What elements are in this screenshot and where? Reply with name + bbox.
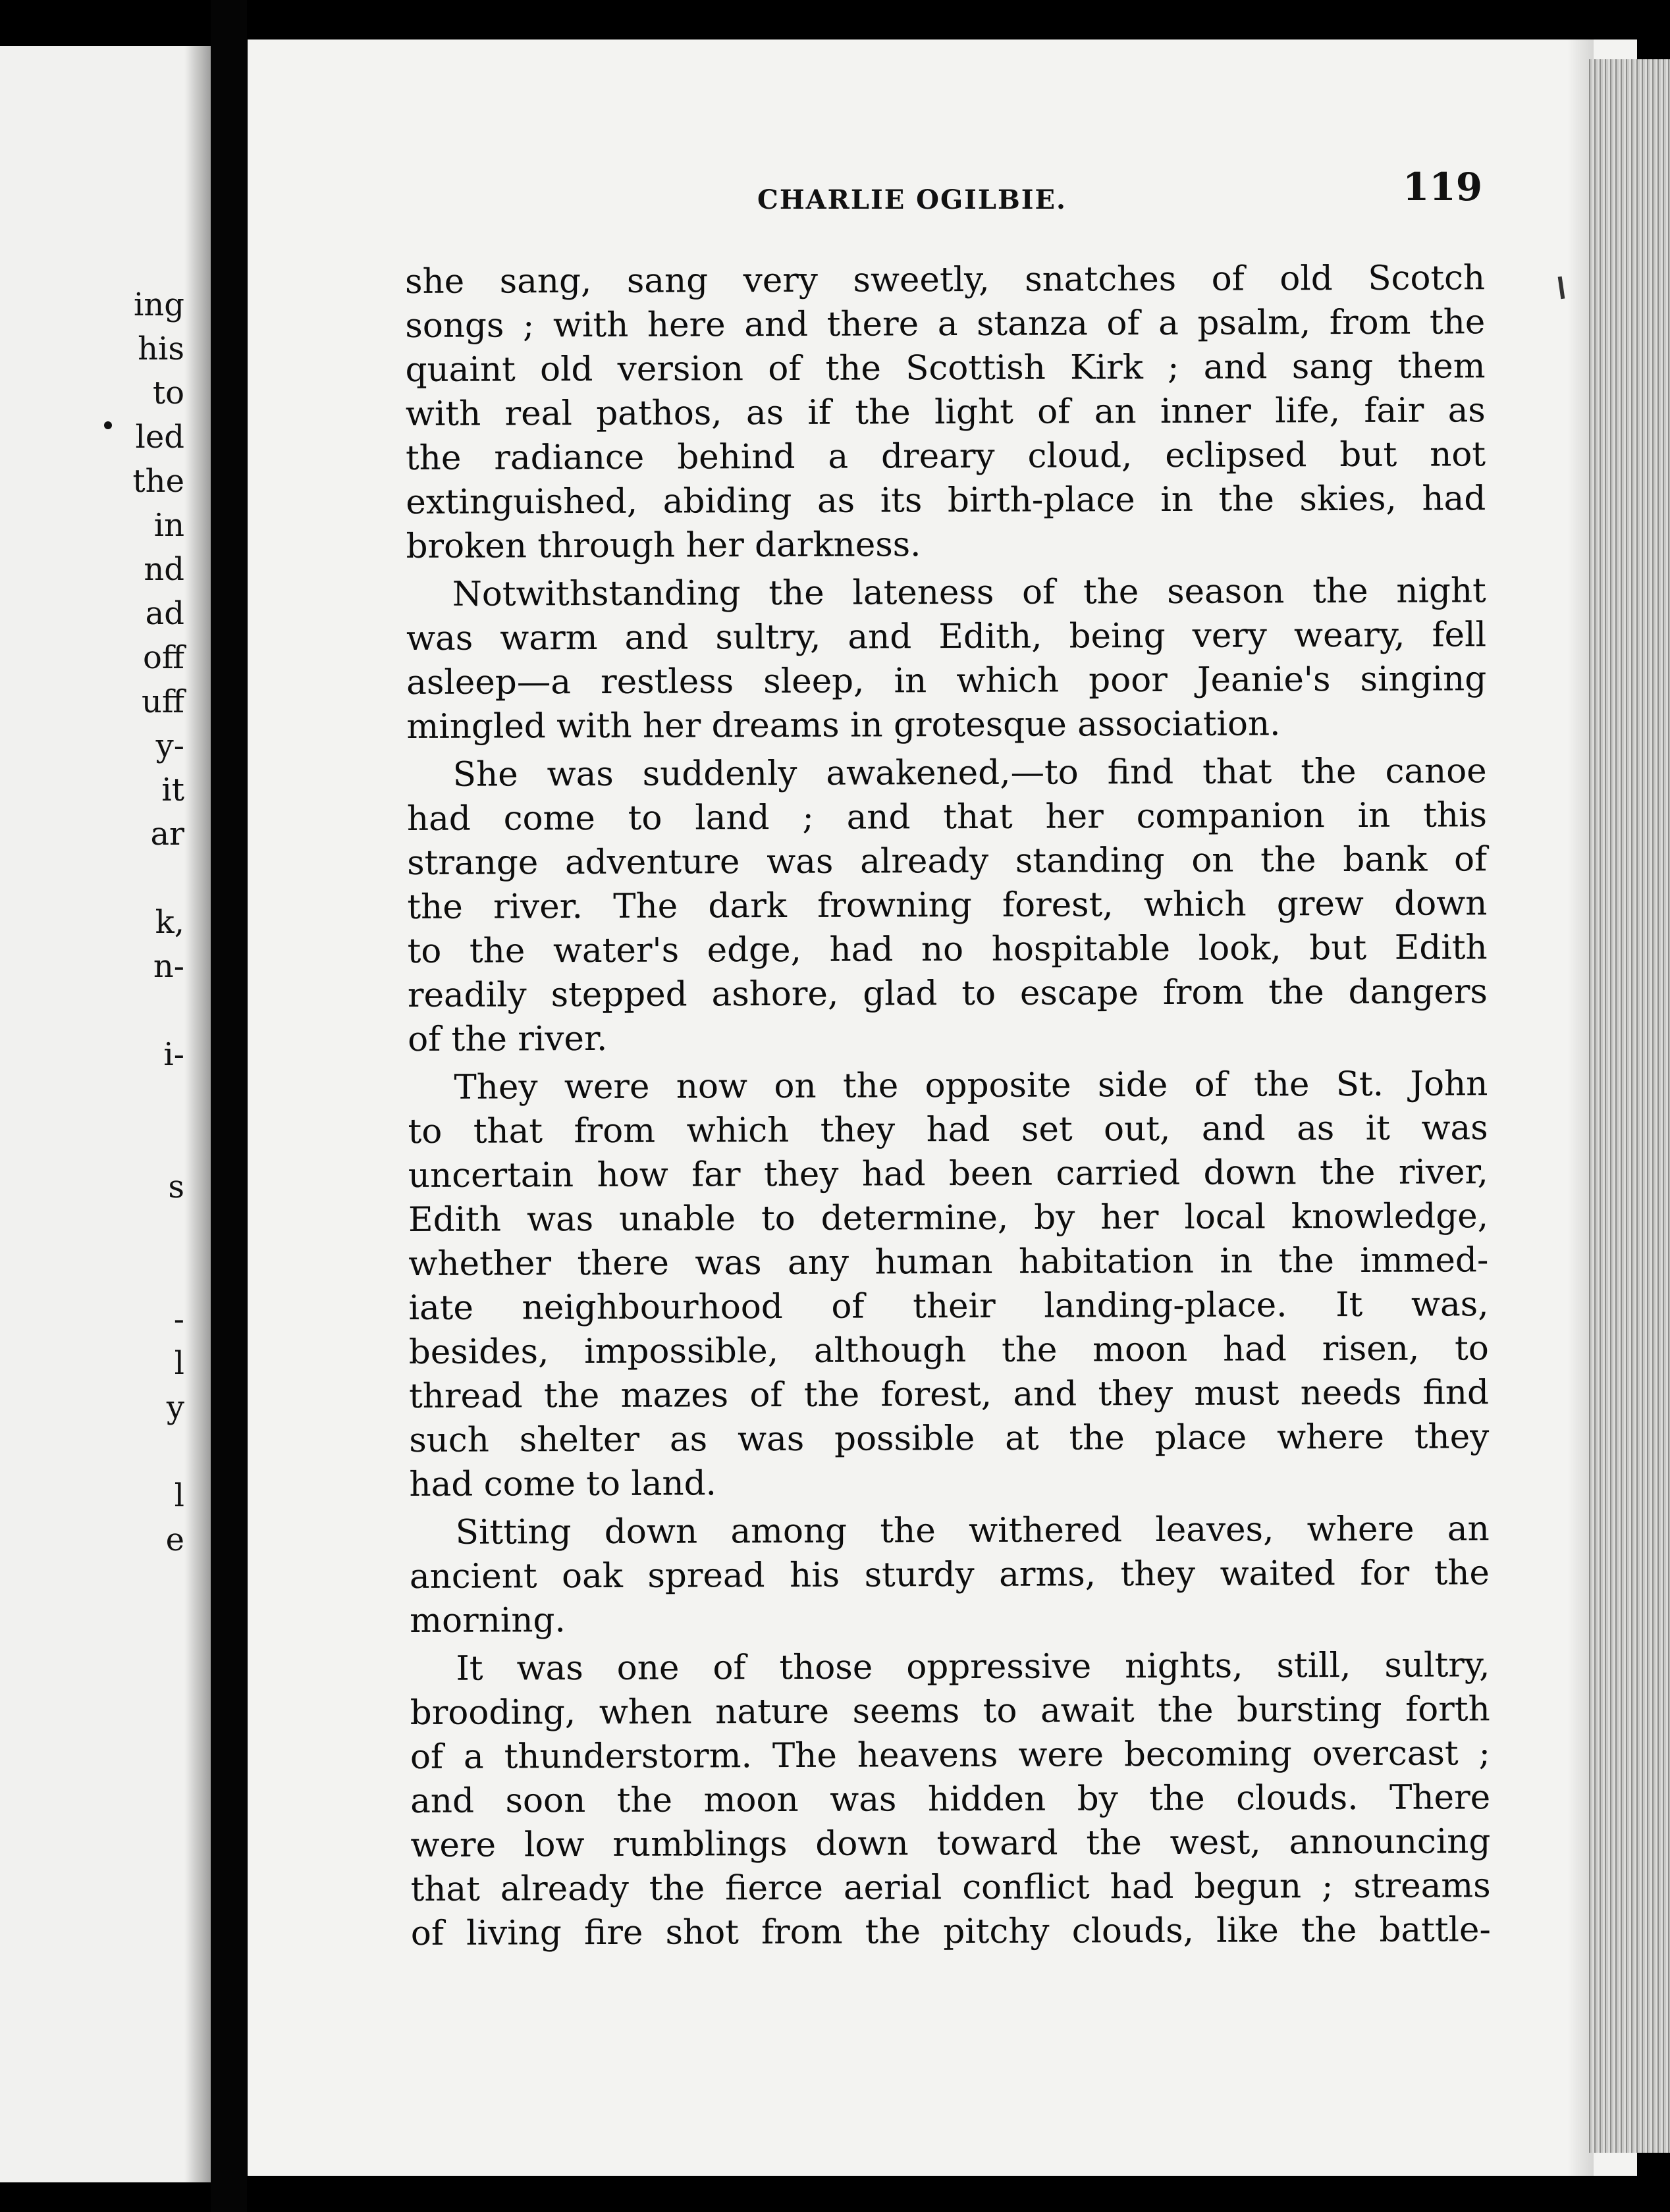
previous-page-fragment: in — [153, 507, 184, 544]
text-line: iate neighbourhood of their landing-place. It was, — [408, 1284, 1489, 1328]
text-line: the radiance behind a dreary cloud, eclipsed but not — [405, 434, 1486, 478]
text-line: with real pathos, as if the light of an inner life, fair as — [405, 390, 1486, 434]
text-line: Sitting down among the withered leaves, where an — [455, 1509, 1490, 1552]
previous-page-fragment: y- — [155, 727, 184, 764]
previous-page-fragment: uff — [141, 683, 184, 720]
text-line: songs ; with here and there a stanza of a psalm, from the — [405, 302, 1486, 346]
text-line: Edith was unable to determine, by her local knowledge, — [408, 1196, 1489, 1240]
previous-page-fragment: k, — [155, 904, 184, 941]
previous-page-fragment: his — [138, 330, 184, 367]
previous-page-fragment: ing — [134, 286, 184, 323]
page-gutter-shadow — [184, 46, 211, 2182]
text-line: whether there was any human habitation in the immed- — [408, 1240, 1489, 1284]
previous-page-fragment — [53, 1077, 184, 1121]
text-line: of the river. — [408, 1018, 608, 1059]
previous-page-fragment: l — [174, 1345, 184, 1382]
text-line: asleep—a restless sleep, in which poor Jeanie's singing — [406, 659, 1487, 702]
text-line: It was one of those oppressive nights, still, sultry, — [456, 1645, 1490, 1689]
text-line: to the water's edge, had no hospitable look, but Edith — [407, 928, 1488, 971]
previous-page-fragment: e — [165, 1521, 184, 1558]
previous-page-fragment: the — [132, 463, 184, 500]
previous-page-fragment — [53, 856, 184, 901]
text-line: extinguished, abiding as its birth-place in the skies, had — [406, 479, 1486, 522]
text-line: She was suddenly awakened,—to find that the canoe — [452, 751, 1487, 795]
text-line: ancient oak spread his sturdy arms, they waited for the — [409, 1553, 1490, 1596]
text-line: and soon the moon was hidden by the clouds. There — [410, 1778, 1491, 1821]
previous-page-fragment: led — [135, 419, 184, 456]
previous-page-fragment — [53, 989, 184, 1033]
text-line: Notwithstanding the lateness of the season the night — [452, 571, 1486, 614]
previous-page-fragment — [53, 1253, 184, 1298]
text-line: were low rumblings down toward the west, announcing — [410, 1822, 1491, 1865]
previous-page-fragment: it — [161, 772, 184, 808]
text-line: the river. The dark frowning forest, which grew down — [407, 883, 1488, 927]
text-line: had come to land ; and that her companion in this — [406, 795, 1488, 839]
text-line: strange adventure was already standing on the bank of — [407, 839, 1488, 883]
page-stack-edge — [1587, 59, 1670, 2153]
previous-page-fragment: ar — [150, 816, 184, 853]
paragraph — [406, 569, 1487, 749]
paragraph — [407, 749, 1488, 1062]
previous-page-fragment: - — [173, 1301, 184, 1338]
text-line: was warm and sultry, and Edith, being very weary, fell — [406, 615, 1487, 658]
previous-page-fragment: nd — [144, 551, 184, 588]
text-line: broken through her darkness. — [406, 525, 921, 566]
book-spine — [211, 0, 247, 2212]
page-number: 119 — [1403, 165, 1483, 209]
text-line: had come to land. — [409, 1463, 717, 1504]
previous-page-fragment: s — [168, 1169, 184, 1205]
previous-page — [0, 46, 211, 2182]
text-line: readily stepped ashore, glad to escape from the dangers — [407, 972, 1488, 1015]
text-line: They were now on the opposite side of the St. John — [454, 1064, 1488, 1107]
text-line: quaint old version of the Scottish Kirk ; and sang them — [405, 346, 1486, 390]
paragraph — [410, 1507, 1490, 1643]
previous-page-fragment: i- — [163, 1036, 184, 1073]
text-line: such shelter as was possible at the place where they — [409, 1417, 1490, 1460]
body-text — [405, 256, 1491, 1960]
previous-page-fragment: off — [143, 639, 184, 676]
previous-page-fragment: to — [152, 375, 184, 411]
previous-page-fragment: n- — [153, 948, 184, 985]
text-line: to that from which they had set out, and as it was — [408, 1108, 1488, 1151]
previous-page-fragment: y — [166, 1389, 184, 1426]
previous-page-fragment — [53, 1209, 184, 1253]
text-line: brooding, when nature seems to await the bursting forth — [410, 1689, 1490, 1733]
text-line: mingled with her dreams in grotesque association. — [406, 704, 1281, 747]
paragraph — [405, 256, 1486, 569]
paragraph — [408, 1062, 1489, 1507]
previous-page-text-fragments — [53, 283, 184, 1562]
text-line: uncertain how far they had been carried down the river, — [408, 1152, 1488, 1196]
text-line: morning. — [410, 1600, 566, 1641]
text-line: she sang, sang very sweetly, snatches of old Scotch — [405, 258, 1486, 302]
text-line: of a thunderstorm. The heavens were becoming overcast ; — [410, 1733, 1491, 1777]
previous-page-fragment: l — [174, 1477, 184, 1514]
previous-page-fragment — [53, 1121, 184, 1165]
text-line: besides, impossible, although the moon had risen, to — [408, 1329, 1489, 1372]
previous-page-fragment — [53, 1430, 184, 1474]
text-line: that already the fierce aerial conflict had begun ; streams — [410, 1866, 1491, 1909]
previous-page-fragment: ad — [145, 595, 184, 632]
running-title: CHARLIE OGILBIE. — [757, 184, 1067, 215]
ink-speck — [104, 421, 112, 429]
paragraph — [410, 1643, 1491, 1956]
text-line: thread the mazes of the forest, and they must needs find — [408, 1373, 1490, 1416]
text-line: of living fire shot from the pitchy clouds, like the battle- — [410, 1910, 1491, 1953]
